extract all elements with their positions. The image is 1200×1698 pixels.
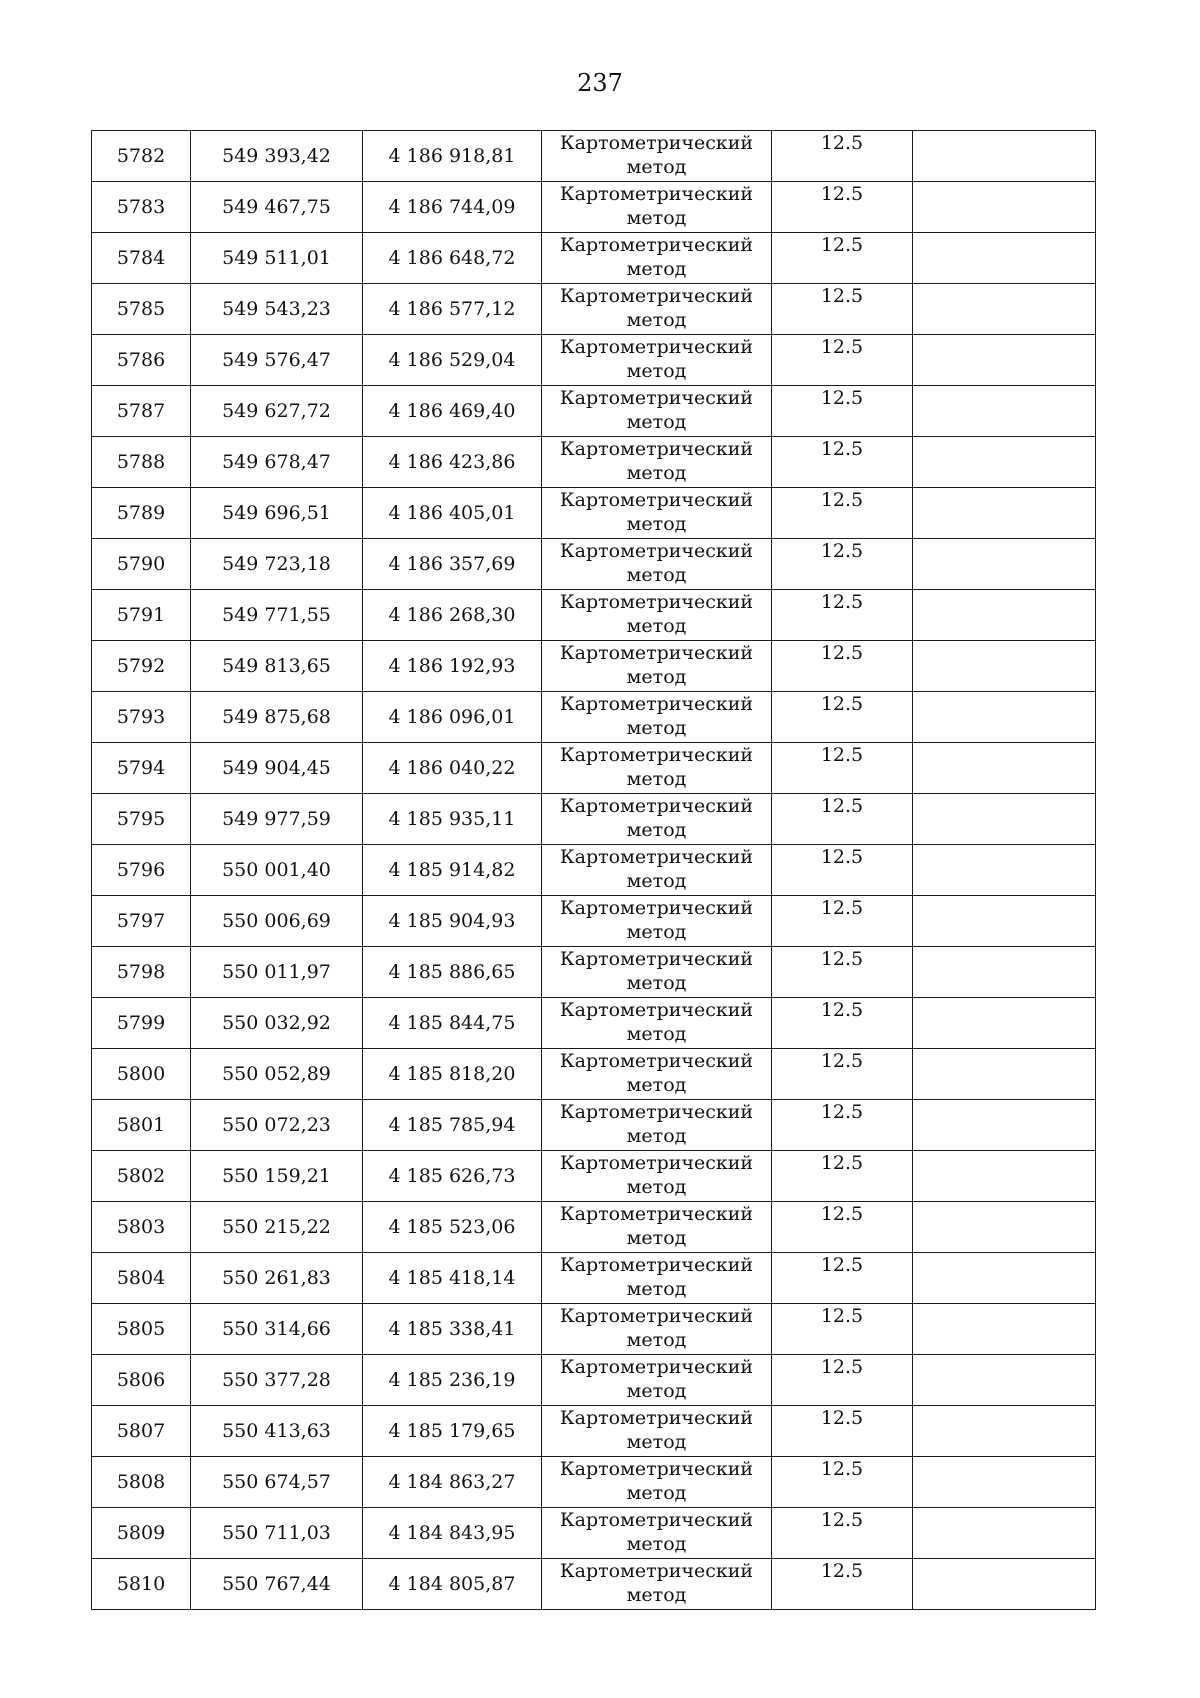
- method-line-1: Картометрический: [559, 693, 754, 715]
- note-cell: [913, 1457, 1096, 1508]
- point-number-cell: 5789: [92, 488, 191, 539]
- method-line-1: Картометрический: [559, 1458, 754, 1480]
- x-coordinate-cell: 549 678,47: [191, 437, 363, 488]
- method-cell: [542, 1253, 772, 1304]
- y-coordinate-cell: 4 185 844,75: [363, 998, 542, 1049]
- accuracy-cell: 12.5: [772, 233, 913, 284]
- note-cell: [913, 794, 1096, 845]
- note-cell: [913, 743, 1096, 794]
- method-line-1: Картометрический: [559, 1152, 754, 1174]
- method-line-2: метод: [626, 819, 687, 841]
- accuracy-cell: 12.5: [772, 1202, 913, 1253]
- x-coordinate-cell: 550 674,57: [191, 1457, 363, 1508]
- point-number-cell: 5805: [92, 1304, 191, 1355]
- point-number-cell: 5786: [92, 335, 191, 386]
- method-line-2: метод: [626, 1329, 687, 1351]
- accuracy-cell: 12.5: [772, 1100, 913, 1151]
- point-number-cell: 5799: [92, 998, 191, 1049]
- method-cell: [542, 1559, 772, 1610]
- method-line-2: метод: [626, 1227, 687, 1249]
- note-cell: [913, 1049, 1096, 1100]
- point-number-cell: 5782: [92, 131, 191, 182]
- y-coordinate-cell: 4 185 338,41: [363, 1304, 542, 1355]
- table-row: [92, 1355, 1096, 1406]
- method-line-1: Картометрический: [559, 336, 754, 358]
- method-line-1: Картометрический: [559, 999, 754, 1021]
- x-coordinate-cell: 549 576,47: [191, 335, 363, 386]
- y-coordinate-cell: 4 185 626,73: [363, 1151, 542, 1202]
- point-number-cell: 5801: [92, 1100, 191, 1151]
- x-coordinate-cell: 550 032,92: [191, 998, 363, 1049]
- y-coordinate-cell: 4 185 179,65: [363, 1406, 542, 1457]
- note-cell: [913, 896, 1096, 947]
- note-cell: [913, 386, 1096, 437]
- accuracy-cell: 12.5: [772, 182, 913, 233]
- table-row: [92, 1049, 1096, 1100]
- method-line-1: Картометрический: [559, 591, 754, 613]
- accuracy-cell: 12.5: [772, 998, 913, 1049]
- point-number-cell: 5795: [92, 794, 191, 845]
- accuracy-cell: 12.5: [772, 845, 913, 896]
- method-cell: [542, 488, 772, 539]
- x-coordinate-cell: 549 904,45: [191, 743, 363, 794]
- accuracy-cell: 12.5: [772, 1253, 913, 1304]
- y-coordinate-cell: 4 186 405,01: [363, 488, 542, 539]
- coordinates-table: [91, 130, 1096, 1610]
- method-line-2: метод: [626, 666, 687, 688]
- method-cell: [542, 590, 772, 641]
- accuracy-cell: 12.5: [772, 794, 913, 845]
- accuracy-cell: 12.5: [772, 131, 913, 182]
- method-line-2: метод: [626, 1023, 687, 1045]
- y-coordinate-cell: 4 185 935,11: [363, 794, 542, 845]
- table-row: [92, 998, 1096, 1049]
- method-line-1: Картометрический: [559, 1203, 754, 1225]
- point-number-cell: 5808: [92, 1457, 191, 1508]
- y-coordinate-cell: 4 186 469,40: [363, 386, 542, 437]
- point-number-cell: 5788: [92, 437, 191, 488]
- table-row: [92, 284, 1096, 335]
- note-cell: [913, 1355, 1096, 1406]
- method-line-1: Картометрический: [559, 795, 754, 817]
- x-coordinate-cell: 550 377,28: [191, 1355, 363, 1406]
- y-coordinate-cell: 4 186 268,30: [363, 590, 542, 641]
- method-line-1: Картометрический: [559, 132, 754, 154]
- method-line-1: Картометрический: [559, 234, 754, 256]
- method-line-2: метод: [626, 972, 687, 994]
- x-coordinate-cell: 549 875,68: [191, 692, 363, 743]
- x-coordinate-cell: 550 072,23: [191, 1100, 363, 1151]
- note-cell: [913, 488, 1096, 539]
- x-coordinate-cell: 550 011,97: [191, 947, 363, 998]
- method-cell: [542, 1049, 772, 1100]
- table-row: [92, 1508, 1096, 1559]
- method-line-1: Картометрический: [559, 1254, 754, 1276]
- method-cell: [542, 1406, 772, 1457]
- x-coordinate-cell: 549 511,01: [191, 233, 363, 284]
- x-coordinate-cell: 549 696,51: [191, 488, 363, 539]
- table-row: [92, 1304, 1096, 1355]
- x-coordinate-cell: 549 813,65: [191, 641, 363, 692]
- table-row: [92, 131, 1096, 182]
- x-coordinate-cell: 549 723,18: [191, 539, 363, 590]
- method-line-2: метод: [626, 1176, 687, 1198]
- method-cell: [542, 845, 772, 896]
- x-coordinate-cell: 550 215,22: [191, 1202, 363, 1253]
- x-coordinate-cell: 550 006,69: [191, 896, 363, 947]
- point-number-cell: 5807: [92, 1406, 191, 1457]
- accuracy-cell: 12.5: [772, 386, 913, 437]
- point-number-cell: 5793: [92, 692, 191, 743]
- method-line-2: метод: [626, 1125, 687, 1147]
- method-cell: [542, 437, 772, 488]
- table-row: [92, 233, 1096, 284]
- method-line-1: Картометрический: [559, 1356, 754, 1378]
- note-cell: [913, 233, 1096, 284]
- method-cell: [542, 233, 772, 284]
- table-row: [92, 1151, 1096, 1202]
- point-number-cell: 5798: [92, 947, 191, 998]
- note-cell: [913, 1406, 1096, 1457]
- y-coordinate-cell: 4 186 744,09: [363, 182, 542, 233]
- method-line-1: Картометрический: [559, 489, 754, 511]
- method-line-1: Картометрический: [559, 1050, 754, 1072]
- table-row: [92, 182, 1096, 233]
- method-line-2: метод: [626, 309, 687, 331]
- note-cell: [913, 1253, 1096, 1304]
- note-cell: [913, 947, 1096, 998]
- y-coordinate-cell: 4 186 423,86: [363, 437, 542, 488]
- method-line-2: метод: [626, 462, 687, 484]
- point-number-cell: 5804: [92, 1253, 191, 1304]
- table-row: [92, 845, 1096, 896]
- point-number-cell: 5810: [92, 1559, 191, 1610]
- method-line-1: Картометрический: [559, 744, 754, 766]
- table-row: [92, 1202, 1096, 1253]
- method-line-2: метод: [626, 870, 687, 892]
- point-number-cell: 5791: [92, 590, 191, 641]
- point-number-cell: 5792: [92, 641, 191, 692]
- table-row: [92, 590, 1096, 641]
- method-cell: [542, 284, 772, 335]
- point-number-cell: 5809: [92, 1508, 191, 1559]
- method-line-1: Картометрический: [559, 948, 754, 970]
- note-cell: [913, 284, 1096, 335]
- accuracy-cell: 12.5: [772, 641, 913, 692]
- method-line-1: Картометрический: [559, 1509, 754, 1531]
- x-coordinate-cell: 550 159,21: [191, 1151, 363, 1202]
- method-cell: [542, 947, 772, 998]
- method-line-2: метод: [626, 513, 687, 535]
- method-cell: [542, 896, 772, 947]
- note-cell: [913, 335, 1096, 386]
- method-line-1: Картометрический: [559, 1101, 754, 1123]
- method-cell: [542, 794, 772, 845]
- method-cell: [542, 641, 772, 692]
- y-coordinate-cell: 4 184 843,95: [363, 1508, 542, 1559]
- x-coordinate-cell: 550 052,89: [191, 1049, 363, 1100]
- y-coordinate-cell: 4 185 818,20: [363, 1049, 542, 1100]
- table-row: [92, 488, 1096, 539]
- y-coordinate-cell: 4 185 904,93: [363, 896, 542, 947]
- method-cell: [542, 692, 772, 743]
- accuracy-cell: 12.5: [772, 743, 913, 794]
- method-cell: [542, 1151, 772, 1202]
- method-cell: [542, 1100, 772, 1151]
- y-coordinate-cell: 4 186 357,69: [363, 539, 542, 590]
- y-coordinate-cell: 4 186 529,04: [363, 335, 542, 386]
- method-line-2: метод: [626, 1584, 687, 1606]
- table-row: [92, 692, 1096, 743]
- accuracy-cell: 12.5: [772, 335, 913, 386]
- method-line-2: метод: [626, 360, 687, 382]
- table-row: [92, 1100, 1096, 1151]
- point-number-cell: 5803: [92, 1202, 191, 1253]
- note-cell: [913, 182, 1096, 233]
- accuracy-cell: 12.5: [772, 1508, 913, 1559]
- table-row: [92, 1253, 1096, 1304]
- x-coordinate-cell: 549 977,59: [191, 794, 363, 845]
- y-coordinate-cell: 4 186 648,72: [363, 233, 542, 284]
- method-line-2: метод: [626, 1074, 687, 1096]
- note-cell: [913, 692, 1096, 743]
- accuracy-cell: 12.5: [772, 1406, 913, 1457]
- method-cell: [542, 386, 772, 437]
- coordinates-table-body: [92, 131, 1096, 1610]
- note-cell: [913, 1508, 1096, 1559]
- method-line-2: метод: [626, 1533, 687, 1555]
- x-coordinate-cell: 550 261,83: [191, 1253, 363, 1304]
- y-coordinate-cell: 4 186 918,81: [363, 131, 542, 182]
- note-cell: [913, 641, 1096, 692]
- point-number-cell: 5796: [92, 845, 191, 896]
- note-cell: [913, 1559, 1096, 1610]
- accuracy-cell: 12.5: [772, 590, 913, 641]
- table-row: [92, 794, 1096, 845]
- method-cell: [542, 1304, 772, 1355]
- y-coordinate-cell: 4 185 914,82: [363, 845, 542, 896]
- point-number-cell: 5806: [92, 1355, 191, 1406]
- method-line-1: Картометрический: [559, 1407, 754, 1429]
- y-coordinate-cell: 4 185 236,19: [363, 1355, 542, 1406]
- y-coordinate-cell: 4 186 040,22: [363, 743, 542, 794]
- point-number-cell: 5794: [92, 743, 191, 794]
- accuracy-cell: 12.5: [772, 896, 913, 947]
- method-line-1: Картометрический: [559, 540, 754, 562]
- accuracy-cell: 12.5: [772, 284, 913, 335]
- note-cell: [913, 590, 1096, 641]
- method-cell: [542, 182, 772, 233]
- method-line-2: метод: [626, 207, 687, 229]
- x-coordinate-cell: 550 314,66: [191, 1304, 363, 1355]
- table-row: [92, 947, 1096, 998]
- point-number-cell: 5800: [92, 1049, 191, 1100]
- note-cell: [913, 1304, 1096, 1355]
- table-row: [92, 1559, 1096, 1610]
- table-row: [92, 539, 1096, 590]
- table-row: [92, 386, 1096, 437]
- method-line-2: метод: [626, 1380, 687, 1402]
- x-coordinate-cell: 549 771,55: [191, 590, 363, 641]
- x-coordinate-cell: 549 627,72: [191, 386, 363, 437]
- table-row: [92, 743, 1096, 794]
- method-cell: [542, 1457, 772, 1508]
- method-cell: [542, 539, 772, 590]
- method-line-2: метод: [626, 411, 687, 433]
- method-line-2: метод: [626, 258, 687, 280]
- method-line-2: метод: [626, 717, 687, 739]
- x-coordinate-cell: 550 767,44: [191, 1559, 363, 1610]
- method-cell: [542, 743, 772, 794]
- method-line-2: метод: [626, 1431, 687, 1453]
- y-coordinate-cell: 4 185 785,94: [363, 1100, 542, 1151]
- accuracy-cell: 12.5: [772, 1355, 913, 1406]
- method-cell: [542, 1202, 772, 1253]
- method-line-2: метод: [626, 1482, 687, 1504]
- note-cell: [913, 998, 1096, 1049]
- note-cell: [913, 845, 1096, 896]
- method-line-1: Картометрический: [559, 642, 754, 664]
- method-line-2: метод: [626, 156, 687, 178]
- accuracy-cell: 12.5: [772, 437, 913, 488]
- point-number-cell: 5784: [92, 233, 191, 284]
- table-row: [92, 437, 1096, 488]
- x-coordinate-cell: 550 413,63: [191, 1406, 363, 1457]
- y-coordinate-cell: 4 185 523,06: [363, 1202, 542, 1253]
- note-cell: [913, 1100, 1096, 1151]
- method-cell: [542, 1508, 772, 1559]
- x-coordinate-cell: 550 711,03: [191, 1508, 363, 1559]
- table-row: [92, 896, 1096, 947]
- method-cell: [542, 998, 772, 1049]
- accuracy-cell: 12.5: [772, 1304, 913, 1355]
- method-line-2: метод: [626, 921, 687, 943]
- accuracy-cell: 12.5: [772, 1151, 913, 1202]
- method-line-1: Картометрический: [559, 846, 754, 868]
- method-line-2: метод: [626, 768, 687, 790]
- y-coordinate-cell: 4 184 863,27: [363, 1457, 542, 1508]
- table-row: [92, 1457, 1096, 1508]
- method-line-1: Картометрический: [559, 183, 754, 205]
- accuracy-cell: 12.5: [772, 539, 913, 590]
- point-number-cell: 5802: [92, 1151, 191, 1202]
- method-line-1: Картометрический: [559, 285, 754, 307]
- method-line-2: метод: [626, 1278, 687, 1300]
- y-coordinate-cell: 4 185 886,65: [363, 947, 542, 998]
- point-number-cell: 5783: [92, 182, 191, 233]
- x-coordinate-cell: 549 467,75: [191, 182, 363, 233]
- y-coordinate-cell: 4 185 418,14: [363, 1253, 542, 1304]
- method-line-1: Картометрический: [559, 1305, 754, 1327]
- note-cell: [913, 1151, 1096, 1202]
- note-cell: [913, 437, 1096, 488]
- accuracy-cell: 12.5: [772, 947, 913, 998]
- y-coordinate-cell: 4 186 192,93: [363, 641, 542, 692]
- accuracy-cell: 12.5: [772, 1457, 913, 1508]
- x-coordinate-cell: 550 001,40: [191, 845, 363, 896]
- note-cell: [913, 1202, 1096, 1253]
- method-line-2: метод: [626, 615, 687, 637]
- method-line-1: Картометрический: [559, 438, 754, 460]
- accuracy-cell: 12.5: [772, 1559, 913, 1610]
- note-cell: [913, 539, 1096, 590]
- method-cell: [542, 1355, 772, 1406]
- method-line-2: метод: [626, 564, 687, 586]
- table-row: [92, 335, 1096, 386]
- point-number-cell: 5785: [92, 284, 191, 335]
- y-coordinate-cell: 4 186 577,12: [363, 284, 542, 335]
- y-coordinate-cell: 4 186 096,01: [363, 692, 542, 743]
- method-cell: [542, 131, 772, 182]
- method-line-1: Картометрический: [559, 897, 754, 919]
- x-coordinate-cell: 549 393,42: [191, 131, 363, 182]
- method-line-1: Картометрический: [559, 387, 754, 409]
- table-row: [92, 1406, 1096, 1457]
- point-number-cell: 5797: [92, 896, 191, 947]
- point-number-cell: 5787: [92, 386, 191, 437]
- method-line-1: Картометрический: [559, 1560, 754, 1582]
- accuracy-cell: 12.5: [772, 1049, 913, 1100]
- page-number: 237: [577, 69, 623, 97]
- accuracy-cell: 12.5: [772, 692, 913, 743]
- y-coordinate-cell: 4 184 805,87: [363, 1559, 542, 1610]
- x-coordinate-cell: 549 543,23: [191, 284, 363, 335]
- method-cell: [542, 335, 772, 386]
- accuracy-cell: 12.5: [772, 488, 913, 539]
- table-row: [92, 641, 1096, 692]
- point-number-cell: 5790: [92, 539, 191, 590]
- note-cell: [913, 131, 1096, 182]
